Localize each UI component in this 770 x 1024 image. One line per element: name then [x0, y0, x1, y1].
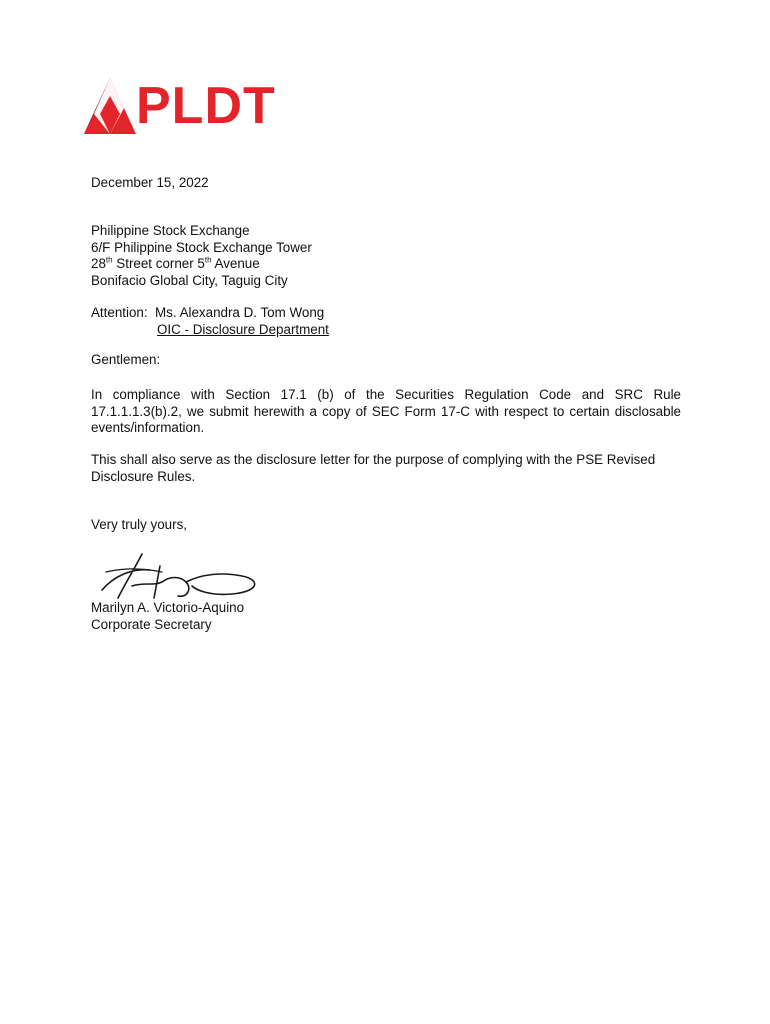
attention-block	[91, 305, 391, 338]
address-line-2: 6/F Philippine Stock Exchange Tower	[91, 239, 312, 255]
logo-wordmark: PLDT	[136, 77, 276, 135]
pldt-triangle-icon	[80, 74, 140, 140]
signer-block	[91, 600, 244, 633]
recipient-address	[91, 223, 312, 289]
signature	[92, 546, 272, 608]
signer-name: Marilyn A. Victorio-Aquino	[91, 600, 245, 615]
attention-title: OIC - Disclosure Department	[157, 321, 329, 337]
attention-name: Attention: Ms. Alexandra D. Tom Wong	[91, 305, 325, 320]
signer-title: Corporate Secretary	[91, 616, 212, 632]
address-line-1: Philippine Stock Exchange	[91, 223, 250, 238]
body-paragraph-2: This shall also serve as the disclosure letter for the purpose of complying with the PSE Revised Disclosure Rules.	[91, 452, 656, 484]
closing: Very truly yours,	[91, 517, 187, 532]
address-line-4: Bonifacio Global City, Taguig City	[91, 272, 288, 288]
salutation: Gentlemen:	[91, 352, 161, 367]
letter-date: December 15, 2022	[91, 175, 209, 190]
body-paragraph-1: In compliance with Section 17.1 (b) of the Securities Regulation Code and SRC Rule 17.1.1.1.3(b).2, we submit herewith a copy of SEC Form 17-C with respect to certain disclosable events/information.	[91, 387, 681, 435]
address-line-3: 28th Street corner 5th Avenue	[91, 255, 260, 271]
pldt-logo	[80, 74, 280, 140]
